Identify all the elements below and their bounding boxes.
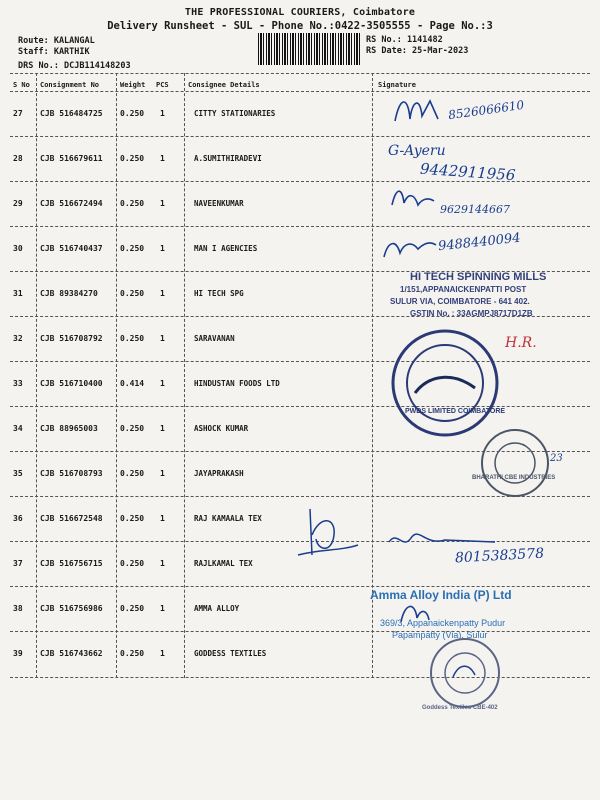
row-consignment: CJB 516484725 [40, 109, 103, 118]
row-pcs: 1 [160, 334, 165, 343]
row-pcs: 1 [160, 289, 165, 298]
row-sno: 32 [13, 334, 23, 343]
row-consignee: GODDESS TEXTILES [194, 649, 267, 658]
row-consignment: CJB 88965003 [40, 424, 98, 433]
col-weight: Weight [120, 81, 146, 89]
row-consignment: CJB 516756986 [40, 604, 103, 613]
row-weight: 0.250 [120, 109, 145, 118]
handwritten-number: 23 [550, 453, 563, 464]
col-sno: S No [13, 81, 30, 89]
bharathi-seal-text: BHARATHI CBE INDUSTRIES [472, 475, 556, 481]
row-consignee: RAJ KAMAALA TEX [194, 514, 262, 523]
row-sno: 37 [13, 559, 23, 568]
signature-scribble [395, 598, 435, 628]
drs-label: DRS No.: DCJB114148203 [18, 61, 131, 71]
pwds-seal-text: PWDS LIMITED COIMBATORE [405, 408, 506, 415]
amma-stamp-name: Amma Alloy India (P) Ltd [370, 588, 512, 602]
row-weight: 0.250 [120, 514, 145, 523]
row-consignee: RAJLKAMAL TEX [194, 559, 253, 568]
row-pcs: 1 [160, 424, 165, 433]
handwritten-phone: 9488440094 [437, 230, 522, 255]
row-sno: 35 [13, 469, 23, 478]
row-weight: 0.250 [120, 559, 145, 568]
goddess-seal-text: Goddess Textiles CBE-402 [422, 705, 498, 711]
hitech-stamp-name: HI TECH SPINNING MILLS [410, 271, 547, 283]
row-weight: 0.250 [120, 604, 145, 613]
row-pcs: 1 [160, 649, 165, 658]
handwritten-phone: 9442911956 [419, 159, 516, 185]
row-consignee: MAN I AGENCIES [194, 244, 258, 253]
row-pcs: 1 [160, 604, 165, 613]
row-consignee: AMMA ALLOY [194, 604, 240, 613]
row-pcs: 1 [160, 244, 165, 253]
row-consignment: CJB 516756715 [40, 559, 103, 568]
row-consignment: CJB 516740437 [40, 244, 103, 253]
row-consignee: HI TECH SPG [194, 289, 244, 298]
row-weight: 0.250 [120, 199, 145, 208]
handwritten-initial: G-Ayeru [388, 143, 446, 159]
handwritten-phone: 8015383578 [454, 545, 545, 567]
row-weight: 0.250 [120, 424, 145, 433]
staff-label: Staff: KARTHIK [18, 47, 90, 57]
signature-scribble [290, 505, 360, 565]
col-signature: Signature [378, 81, 416, 89]
hitech-stamp-city: SULUR VIA, COIMBATORE - 641 402. [390, 297, 530, 306]
row-consignment: CJB 516708793 [40, 469, 103, 478]
route-label: Route: KALANGAL [18, 36, 95, 46]
row-sno: 34 [13, 424, 23, 433]
col-consignment: Consignment No [40, 81, 100, 89]
row-sno: 33 [13, 379, 23, 388]
hitech-stamp-address: 1/151,APPANAICKENPATTI POST [400, 285, 527, 294]
row-consignment: CJB 89384270 [40, 289, 98, 298]
row-consignment: CJB 516672494 [40, 199, 103, 208]
row-pcs: 1 [160, 514, 165, 523]
signature-scribble [380, 233, 440, 263]
row-pcs: 1 [160, 109, 165, 118]
row-sno: 30 [13, 244, 23, 253]
row-consignee: NAVEENKUMAR [194, 199, 244, 208]
row-weight: 0.250 [120, 289, 145, 298]
row-sno: 39 [13, 649, 23, 658]
handwritten-initial: H.R. [505, 335, 537, 351]
row-sno: 36 [13, 514, 23, 523]
row-consignee: CITTY STATIONARIES [194, 109, 276, 118]
row-consignee: HINDUSTAN FOODS LTD [194, 379, 280, 388]
row-weight: 0.250 [120, 244, 145, 253]
signature-scribble [390, 91, 450, 131]
col-pcs: PCS [156, 81, 169, 89]
row-consignee: A.SUMITHIRADEVI [194, 154, 262, 163]
rs-number: RS No.: 1141482 [366, 35, 443, 45]
row-consignee: JAYAPRAKASH [194, 469, 244, 478]
row-consignment: CJB 516710400 [40, 379, 103, 388]
amma-stamp-address: 369/3, Appanaickenpatty Pudur [380, 618, 506, 628]
row-consignment: CJB 516743662 [40, 649, 103, 658]
runsheet-subtitle: Delivery Runsheet - SUL - Phone No.:0422-3505555 - Page No.:3 [107, 20, 493, 32]
row-sno: 27 [13, 109, 23, 118]
row-consignment: CJB 516679611 [40, 154, 103, 163]
rs-date: RS Date: 25-Mar-2023 [366, 46, 469, 56]
row-pcs: 1 [160, 199, 165, 208]
row-sno: 38 [13, 604, 23, 613]
row-consignment: CJB 516672548 [40, 514, 103, 523]
col-consignee: Consignee Details [188, 81, 260, 89]
company-title: THE PROFESSIONAL COURIERS, Coimbatore [184, 7, 416, 18]
row-weight: 0.250 [120, 649, 145, 658]
row-pcs: 1 [160, 379, 165, 388]
row-consignee: SARAVANAN [194, 334, 235, 343]
signature-scribble [388, 185, 438, 215]
row-weight: 0.250 [120, 154, 145, 163]
hitech-stamp-gstin: GSTIN No. : 33AGMPJ8717D1ZB [410, 309, 533, 318]
handwritten-phone: 8526066610 [447, 97, 525, 123]
goddess-seal-icon [425, 633, 505, 713]
row-pcs: 1 [160, 154, 165, 163]
signature-column [370, 73, 595, 711]
row-consignment: CJB 516708792 [40, 334, 103, 343]
row-sno: 31 [13, 289, 23, 298]
row-pcs: 1 [160, 469, 165, 478]
row-consignee: ASHOCK KUMAR [194, 424, 249, 433]
handwritten-phone: 9629144667 [440, 203, 510, 216]
amma-stamp-city: Papampatty (Via), Sulur [392, 630, 488, 640]
row-weight: 0.250 [120, 469, 145, 478]
barcode [258, 33, 360, 65]
row-weight: 0.414 [120, 379, 145, 388]
row-pcs: 1 [160, 559, 165, 568]
row-sno: 29 [13, 199, 23, 208]
row-sno: 28 [13, 154, 23, 163]
row-weight: 0.250 [120, 334, 145, 343]
bharathi-seal-icon [475, 423, 555, 503]
